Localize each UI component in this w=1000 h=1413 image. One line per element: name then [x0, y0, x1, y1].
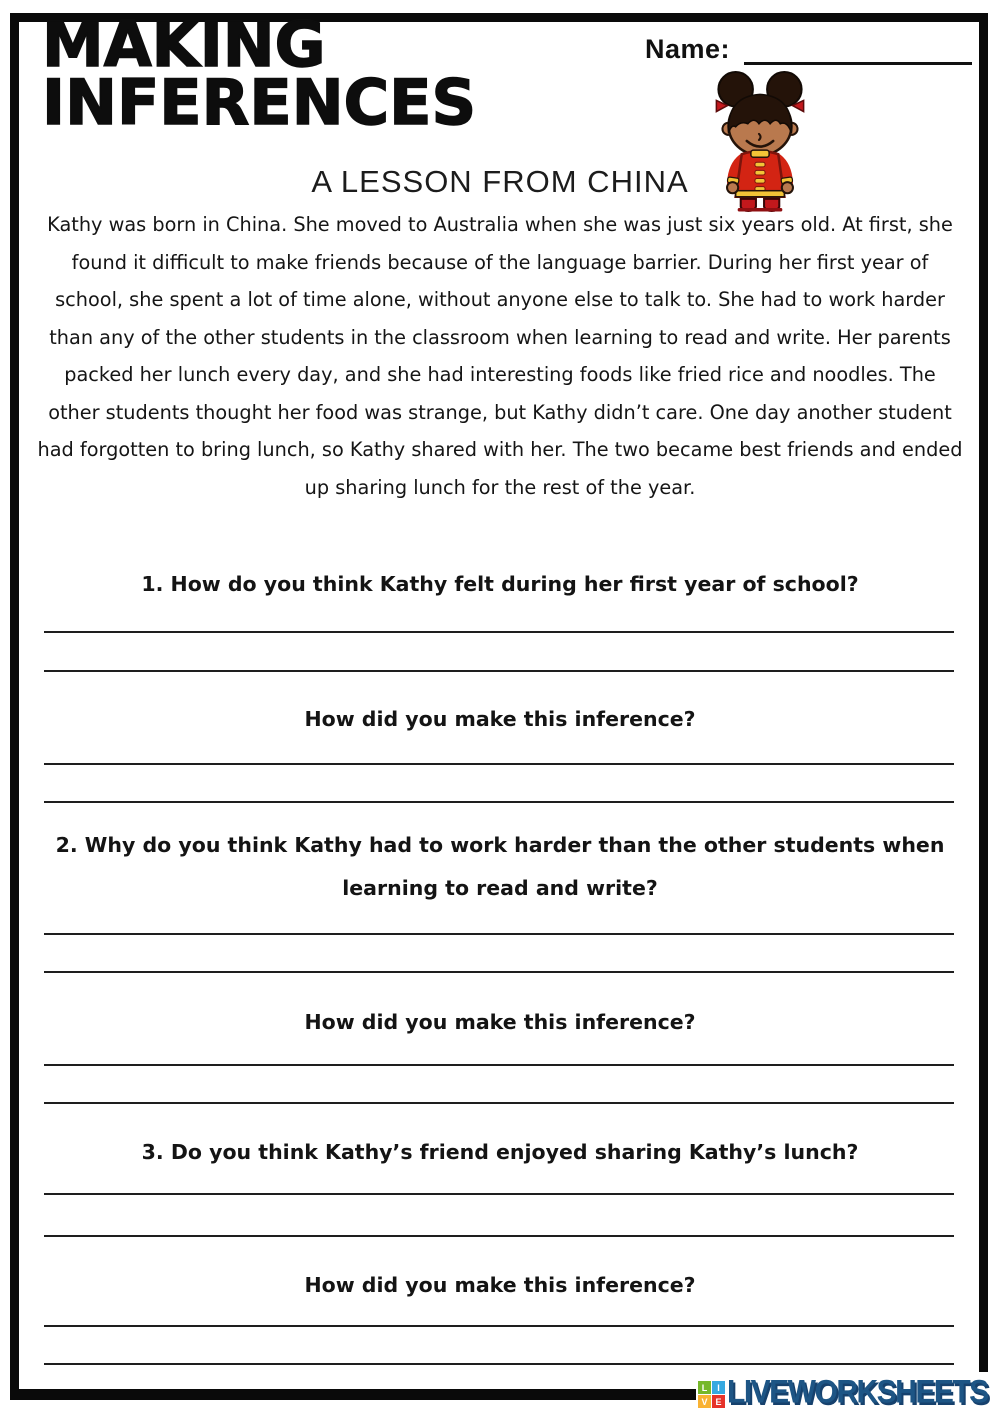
answer-line-q3-inference-2[interactable] — [44, 1363, 954, 1365]
answer-line-q2-inference-2[interactable] — [44, 1102, 954, 1104]
logo-tile-l: L — [698, 1381, 711, 1394]
answer-line-q1-inference-2[interactable] — [44, 801, 954, 803]
question-2 — [40, 824, 960, 910]
logo-tile-i: I — [712, 1381, 725, 1394]
answer-line-q2-inference-1[interactable] — [44, 1064, 954, 1066]
answer-line-q2-1[interactable] — [44, 933, 954, 935]
answer-line-q1-inference-1[interactable] — [44, 763, 954, 765]
liveworksheets-wordmark: LIVEWORKSHEETS — [727, 1374, 988, 1410]
name-row — [645, 34, 972, 65]
question-3-text: Do you think Kathy’s friend enjoyed sharing Kathy’s lunch? — [170, 1140, 859, 1164]
worksheet-title-line2: INFERENCES — [42, 66, 477, 140]
question-2-followup: How did you make this inference? — [304, 1010, 696, 1034]
logo-tile-v: V — [698, 1395, 711, 1408]
worksheet-title-line1: MAKING — [42, 8, 326, 81]
question-1 — [40, 563, 960, 606]
liveworksheets-tiles-icon — [698, 1381, 725, 1408]
passage-text: Kathy was born in China. She moved to Australia when she was just six years old. At first, she found it difficult to make friends because of the language barrier. During her first year of school, she spent a lot of time alone, without anyone else to talk to. She had to work harder than any of the other students in the classroom when learning to read and write. Her parents packed her lunch every day, and she had interesting foods like fried rice and noodles. The other students thought her food was strange, but Kathy didn’t care. One day another student had forgotten to bring lunch, so Kathy shared with her. The two became best friends and ended up sharing lunch for the rest of the year. — [37, 213, 963, 499]
answer-line-q2-2[interactable] — [44, 971, 954, 973]
question-1-followup: How did you make this inference? — [304, 707, 696, 731]
passage-heading: A LESSON FROM CHINA — [311, 164, 689, 199]
answer-line-q1-2[interactable] — [44, 670, 954, 672]
name-label: Name: — [645, 34, 731, 64]
name-input-line[interactable] — [744, 36, 972, 65]
worksheet-title — [42, 8, 477, 140]
question-3-followup: How did you make this inference? — [304, 1273, 696, 1297]
question-2-text: Why do you think Kathy had to work harder than the other students when learning to read and write? — [84, 833, 945, 900]
answer-line-q3-1[interactable] — [44, 1193, 954, 1195]
question-1-text: How do you think Kathy felt during her first year of school? — [170, 572, 859, 596]
liveworksheets-logo[interactable] — [696, 1372, 1000, 1413]
question-2-number: 2. — [55, 833, 78, 857]
question-1-number: 1. — [141, 572, 164, 596]
logo-tile-e: E — [712, 1395, 725, 1408]
question-3-number: 3. — [141, 1140, 164, 1164]
answer-line-q1-1[interactable] — [44, 631, 954, 633]
question-3 — [40, 1131, 960, 1174]
answer-line-q3-inference-1[interactable] — [44, 1325, 954, 1327]
answer-line-q3-2[interactable] — [44, 1235, 954, 1237]
